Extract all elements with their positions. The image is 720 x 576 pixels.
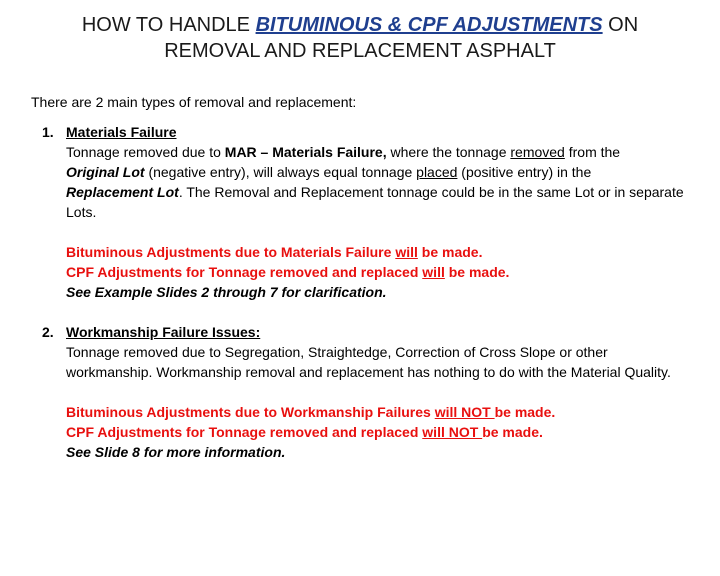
page-title <box>20 12 700 64</box>
adjustment-text: CPF Adjustments for Tonnage removed and replaced <box>66 264 423 280</box>
adjustment-emphasis: will <box>422 264 445 280</box>
adjustment-text: be made. <box>444 264 510 280</box>
title-part-2: ON <box>602 14 639 36</box>
title-line-2: REMOVAL AND REPLACEMENT ASPHALT <box>164 40 556 62</box>
adjustment-text: be made. <box>417 244 483 260</box>
adjustment-text: CPF Adjustments for Tonnage removed and replaced <box>66 424 423 440</box>
section-heading <box>42 322 697 342</box>
paragraph-bold-italic: Original Lot <box>66 164 145 180</box>
spacer <box>66 222 697 242</box>
adjustment-emphasis: will <box>395 244 418 260</box>
paragraph-bold: MAR – Materials Failure, <box>224 144 387 160</box>
adjustment-line-cpf <box>66 422 697 442</box>
section-number: 2. <box>42 324 54 340</box>
section-heading-text: Workmanship Failure Issues: <box>66 324 261 340</box>
paragraph-underline: removed <box>510 144 565 160</box>
reference-note: See Slide 8 for more information. <box>66 444 286 460</box>
section-heading <box>42 122 697 142</box>
adjustment-line-bituminous <box>66 402 697 422</box>
title-highlight: BITUMINOUS & CPF ADJUSTMENTS <box>255 14 603 36</box>
paragraph-bold-italic: Replacement Lot <box>66 184 179 200</box>
paragraph-underline: placed <box>416 164 458 180</box>
paragraph-text: Tonnage removed due to <box>66 144 225 160</box>
adjustment-text: be made. <box>482 424 543 440</box>
reference-note: See Example Slides 2 through 7 for clarification. <box>66 284 387 300</box>
adjustment-text: be made. <box>494 404 556 420</box>
section-paragraph <box>66 142 697 222</box>
adjustment-emphasis: will NOT <box>422 424 483 440</box>
adjustment-line-bituminous <box>66 242 697 262</box>
adjustment-line-cpf <box>66 262 697 282</box>
paragraph-text: from the <box>564 144 621 160</box>
adjustment-text: Bituminous Adjustments due to Workmanship Failures <box>66 404 435 420</box>
paragraph-text: (negative entry), will always equal tonnage <box>144 164 417 180</box>
section-workmanship-failure <box>42 322 697 462</box>
section-number: 1. <box>42 124 54 140</box>
paragraph-text: . The Removal and Replacement tonnage could be in the same Lot or in separate Lots. <box>66 184 684 220</box>
paragraph-text: (positive entry) in the <box>457 164 592 180</box>
section-heading-text: Materials Failure <box>66 124 177 140</box>
title-part-1: HOW TO HANDLE <box>81 14 256 36</box>
intro-text: There are 2 main types of removal and replacement: <box>31 94 357 110</box>
paragraph-text: where the tonnage <box>386 144 511 160</box>
adjustment-emphasis: will NOT <box>434 404 495 420</box>
section-paragraph: Tonnage removed due to Segregation, Straightedge, Correction of Cross Slope or other workmanship. Workmanship removal and replacement has nothing to do with the Material Quality. <box>66 344 671 380</box>
adjustment-text: Bituminous Adjustments due to Materials Failure <box>66 244 396 260</box>
spacer <box>66 382 697 402</box>
section-body <box>42 142 697 302</box>
section-body <box>42 342 697 462</box>
title-line-1 <box>20 12 700 38</box>
section-materials-failure <box>42 122 697 302</box>
